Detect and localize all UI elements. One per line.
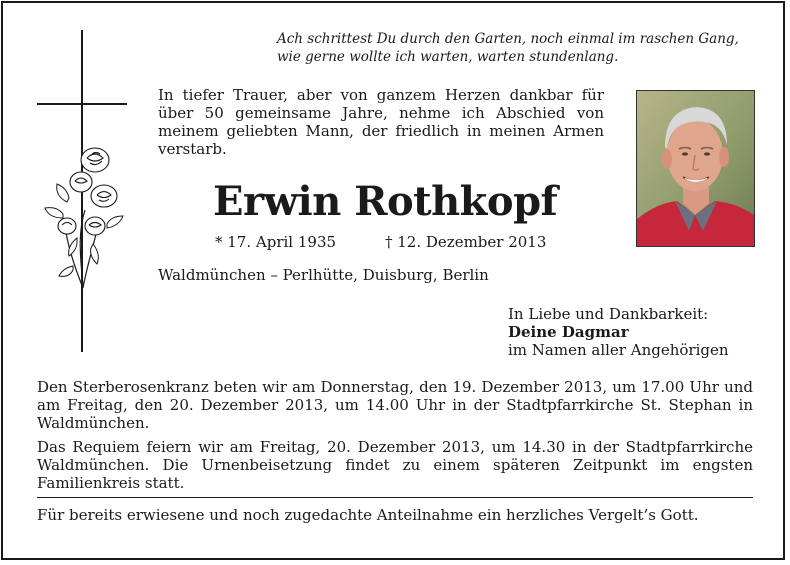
- footer-text: Für bereits erwiesene und noch zugedachte Anteilnahme ein herzliches Vergelt’s Gott.: [37, 506, 699, 524]
- obituary-notice: [1, 1, 785, 560]
- life-dates: [215, 233, 555, 251]
- poem: [277, 30, 777, 66]
- requiem-paragraph: Das Requiem feiern wir am Freitag, 20. Dezember 2013, um 14.30 in der Stadtpfarrkirche Waldmünchen. Die Urnenbeisetzung findet zu einem späteren Zeitpunkt im engsten Familienkreis statt.: [37, 438, 753, 492]
- relatives-line: im Namen aller Angehörigen: [508, 341, 729, 359]
- deceased-name: Erwin Rothkopf: [213, 178, 558, 225]
- places: Waldmünchen – Perlhütte, Duisburg, Berlin: [158, 266, 489, 284]
- signature-block: [508, 305, 729, 359]
- birth-date: * 17. April 1935: [215, 233, 337, 251]
- divider: [37, 497, 753, 498]
- portrait-photo: [636, 90, 755, 247]
- cross-with-roses-icon: [37, 30, 129, 356]
- poem-line-1: Ach schrittest Du durch den Garten, noch einmal im raschen Gang,: [277, 31, 739, 47]
- signer-name: Deine Dagmar: [508, 323, 629, 341]
- thanks-line: In Liebe und Dankbarkeit:: [508, 305, 709, 323]
- death-date: † 12. Dezember 2013: [385, 233, 547, 251]
- rosary-paragraph: Den Sterberosenkranz beten wir am Donnerstag, den 19. Dezember 2013, um 17.00 Uhr und am Freitag, den 20. Dezember 2013, um 14.00 Uhr in der Stadtpfarrkirche St. Stephan in Waldmünchen.: [37, 378, 753, 432]
- intro-text: In tiefer Trauer, aber von ganzem Herzen dankbar für über 50 gemeinsame Jahre, nehme ich Abschied von meinem geliebten Mann, der friedlich in meinen Armen verstarb.: [158, 86, 604, 158]
- poem-line-2: wie gerne wollte ich warten, warten stundenlang.: [277, 49, 619, 65]
